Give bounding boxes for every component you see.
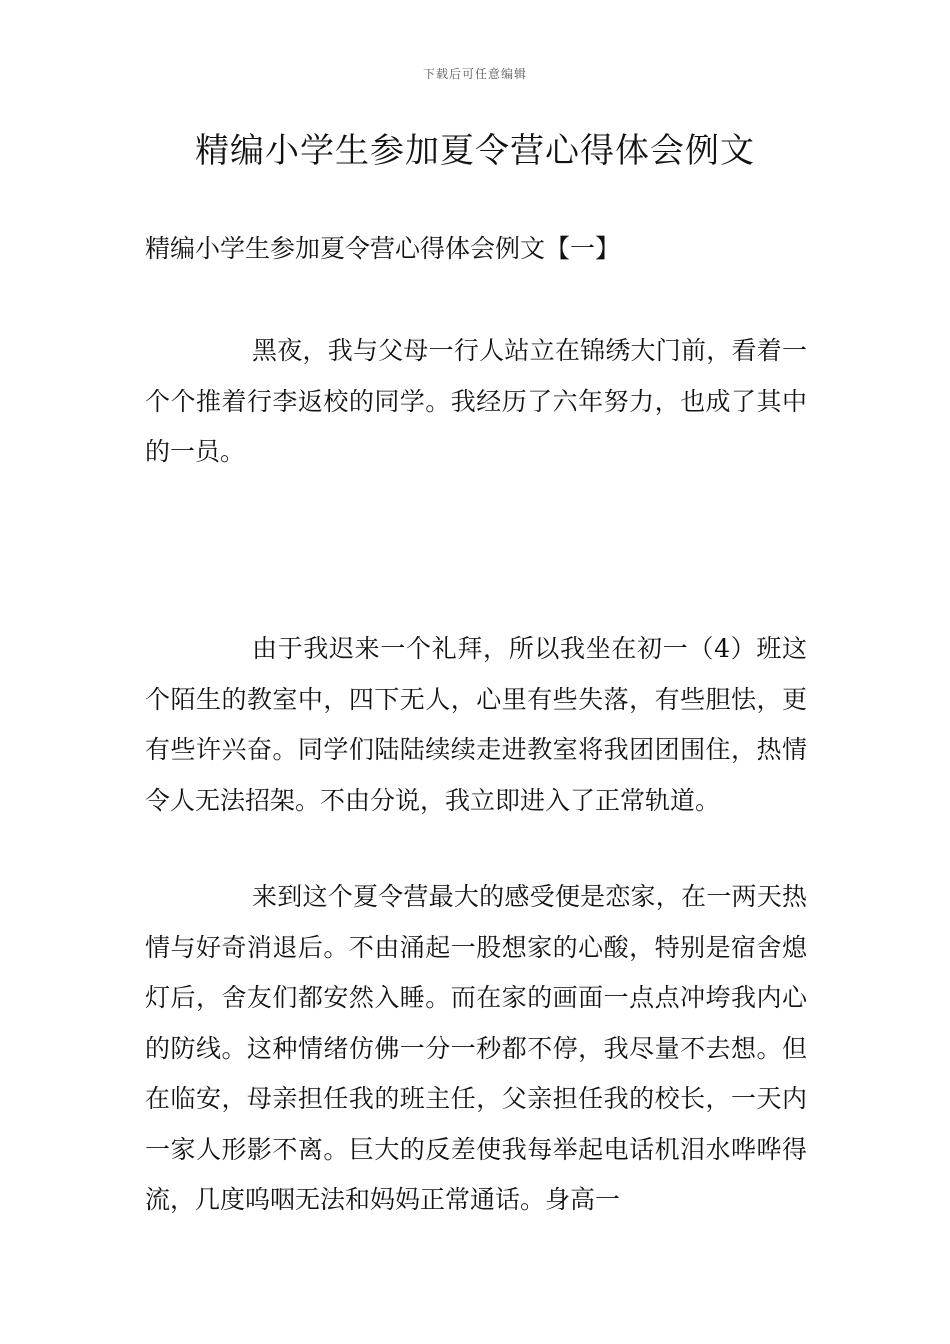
page-header-note: 下载后可任意编辑 xyxy=(422,67,527,81)
paragraph-1: 黑夜，我与父母一行人站立在锦绣大门前，看着一个个推着行李返校的同学。我经历了六年努力，也成了其中的一员。 xyxy=(145,336,807,466)
document-title: 精编小学生参加夏令营心得体会例文 xyxy=(195,131,755,171)
paragraph-3: 来到这个夏令营最大的感受便是恋家，在一两天热情与好奇消退后。不由涌起一股想家的心酸，特别是宿舍熄灯后，舍友们都安然入睡。而在家的画面一点点冲垮我内心的防线。这种情绪仿佛一分一秒都不停，我尽量不去想。但在临安，母亲担任我的班主任，父亲担任我的校长，一天内一家人形影不离。巨大的反差使我每举起电话机泪水哗哗得流，几度呜咽无法和妈妈正常通话。身高一 xyxy=(145,882,807,1214)
paragraph-2: 由于我迟来一个礼拜，所以我坐在初一（4）班这个陌生的教室中，四下无人，心里有些失落，有些胆怯，更有些许兴奋。同学们陆陆续续走进教室将我团团围住，热情令人无法招架。不由分说，我立即进入了正常轨道。 xyxy=(145,634,807,815)
section-heading: 精编小学生参加夏令营心得体会例文【一】 xyxy=(145,234,621,263)
